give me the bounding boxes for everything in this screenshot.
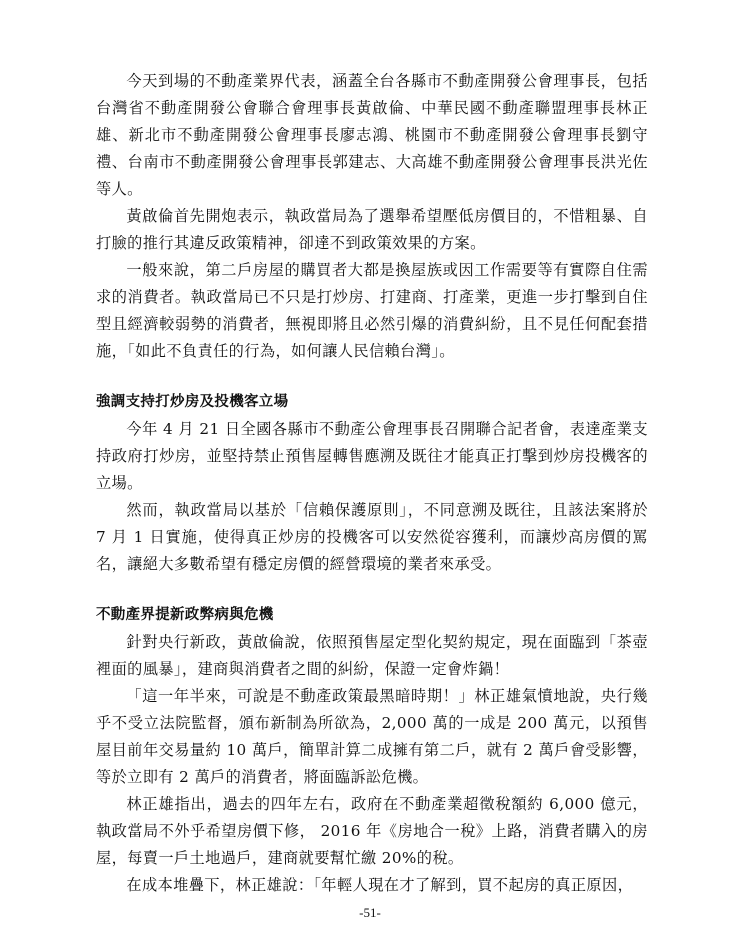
page-number: -51- [359,905,381,920]
section2-paragraph-1: 針對央行新政，黃啟倫說，依照預售屋定型化契約規定，現在面臨到「茶壺裡面的風暴」，建商與消費者之間的糾紛，保證一定會炸鍋！ [96,633,648,678]
intro-paragraph-1: 今天到場的不動產業界代表，涵蓋全台各縣市不動產開發公會理事長，包括台灣省不動產開發公會聯合會理事長黃啟倫、中華民國不動產聯盟理事長林正雄、新北市不動產開發公會理事長廖志鴻、桃園市不動產開發公會理事長劉守禮、台南市不動產開發公會理事長郭建志、大高雄不動產開發公會理事長洪光佐等人。 [96,72,648,198]
intro-paragraph-3: 一般來說，第二戶房屋的購買者大都是換屋族或因工作需要等有實際自住需求的消費者。執政當局已不只是打炒房、打建商、打產業，更進一步打擊到自住型且經濟較弱勢的消費者，無視即將且必然引爆的消費糾紛，且不見任何配套措施，「如此不負責任的行為，如何讓人民信賴台灣」。 [96,261,648,360]
section-heading-2: 不動產界提新政弊病與危機 [96,607,274,623]
section-heading-1: 強調支持打炒房及投機客立場 [96,394,289,410]
section1-paragraph-2: 然而，執政當局以基於「信賴保護原則」，不同意溯及既往，且該法案將於 7 月 1 日實施，使得真正炒房的投機客可以安然從容獲利，而讓炒高房價的罵名，讓絕大多數希望有穩定房價的經營環境的業者來承受。 [96,501,648,573]
section2-paragraph-4: 在成本堆疊下，林正雄說：「年輕人現在才了解到，買不起房的真正原因， [126,876,634,894]
article-body [96,68,648,899]
intro-paragraph-2: 黃啟倫首先開炮表示，執政當局為了選舉希望壓低房價目的，不惜粗暴、自打臉的推行其違反政策精神，卻達不到政策效果的方案。 [96,207,648,252]
section2-paragraph-3: 林正雄指出，過去的四年左右，政府在不動產業超徵稅額約 6,000 億元，執政當局不外乎希望房價下修， 2016 年《房地合一稅》上路，消費者購入的房屋，每賣一戶土地過戶，建商就要幫忙繳 20%的稅。 [96,795,648,867]
section2-paragraph-2: 「這一年半來，可說是不動產政策最黑暗時期！」林正雄氣憤地說，央行幾乎不受立法院監督，頒布新制為所欲為，2,000 萬的一成是 200 萬元，以預售屋目前年交易量約 10 萬戶，簡單計算二成擁有第二戶，就有 2 萬戶會受影響，等於立即有 2 萬戶的消費者，將面臨訴訟危機。 [96,687,648,786]
section1-paragraph-1: 今年 4 月 21 日全國各縣市不動產公會理事長召開聯合記者會，表達產業支持政府打炒房，並堅持禁止預售屋轉售應溯及既往才能真正打擊到炒房投機客的立場。 [96,420,648,492]
